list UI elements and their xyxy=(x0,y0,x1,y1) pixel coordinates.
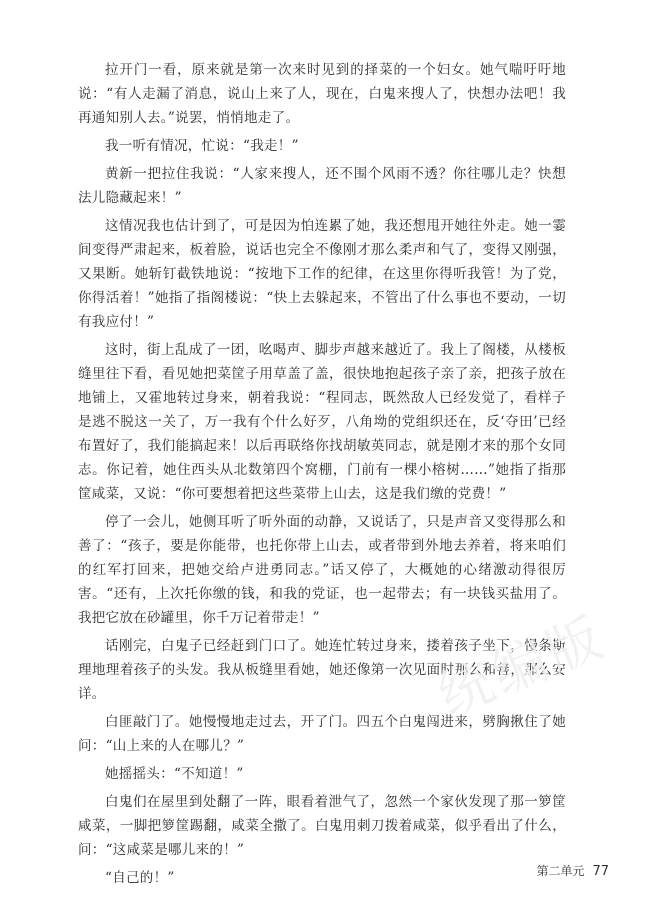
body-text xyxy=(78,58,566,894)
paragraph: 停了一会儿，她侧耳听了听外面的动静，又说话了，只是声音又变得那么和善了：“孩子，要是你能带，也托你带上山去，或者带到外地去养着，将来咱们的红军打回来，把她交给卢进勇同志。”话又停了，大概她的心绪激动得很厉害。“还有，上次托你缴的钱，和我的党证，也一起带去；有一块钱买盐用了。我把它放在砂罐里，你千万记着带走！” xyxy=(78,514,566,626)
paragraph: 白鬼们在屋里到处翻了一阵，眼看着泄气了，忽然一个家伙发现了那一箩筐咸菜，一脚把箩筐踢翻，咸菜全撒了。白鬼用刺刀拨着咸菜，似乎看出了什么，问：“这咸菜是哪儿来的！” xyxy=(78,794,566,858)
paragraph: 黄新一把拉住我说：“人家来搜人，还不围个风雨不透？你往哪儿走？快想法儿隐藏起来！” xyxy=(78,166,566,206)
paragraph: 这情况我也估计到了，可是因为怕连累了她，我还想甩开她往外走。她一霎间变得严肃起来，板着脸，说话也完全不像刚才那么柔声和气了，变得又刚强，又果断。她斩钉截铁地说：“按地下工作的纪律，在这里你得听我管！为了党，你得活着！”她指了指阁楼说：“快上去躲起来，不管出了什么事也不要动，一切有我应付！” xyxy=(78,218,566,330)
paragraph: 这时，街上乱成了一团，吆喝声、脚步声越来越近了。我上了阁楼，从楼板缝里往下看，看见她把菜筐子用草盖了盖，很快地抱起孩子亲了亲，把孩子放在地铺上，又霍地转过身来，朝着我说：“程同志，既然敌人已经发觉了，看样子是逃不脱这一关了，万一我有个什么好歹，八角坳的党组织还在，反‘夺田’已经布置好了，我们能搞起来！以后再联络你找胡敏英同志，就是刚才来的那个女同志。你记着，她住西头从北数第四个窝棚，门前有一棵小榕树……”她指了指那筐咸菜，又说：“你可要想着把这些菜带上山去，这是我们缴的党费！” xyxy=(78,342,566,502)
paragraph: 拉开门一看，原来就是第一次来时见到的择菜的一个妇女。她气喘吁吁地说：“有人走漏了消息，说山上来了人，现在，白鬼来搜人了，快想办法吧！我再通知别人去。”说罢，悄悄地走了。 xyxy=(78,62,566,126)
paragraph: 话刚完，白鬼子已经赶到门口了。她连忙转过身来，搂着孩子坐下，慢条斯理地理着孩子的头发。我从板缝里看她，她还像第一次见面时那么和善，那么安详。 xyxy=(78,638,566,702)
paragraph: 白匪敲门了。她慢慢地走过去，开了门。四五个白鬼闯进来，劈胸揪住了她问：“山上来的人在哪儿？” xyxy=(78,714,566,754)
paragraph: 我一听有情况，忙说：“我走！” xyxy=(105,138,299,154)
unit-label: 第二单元 xyxy=(536,864,585,878)
edition-watermark: 统编版 xyxy=(429,604,615,729)
page-footer xyxy=(536,862,609,879)
paragraph: “自己的！” xyxy=(105,870,175,886)
page-number: 77 xyxy=(592,864,609,879)
paragraph: 她摇摇头：“不知道！” xyxy=(105,766,244,782)
